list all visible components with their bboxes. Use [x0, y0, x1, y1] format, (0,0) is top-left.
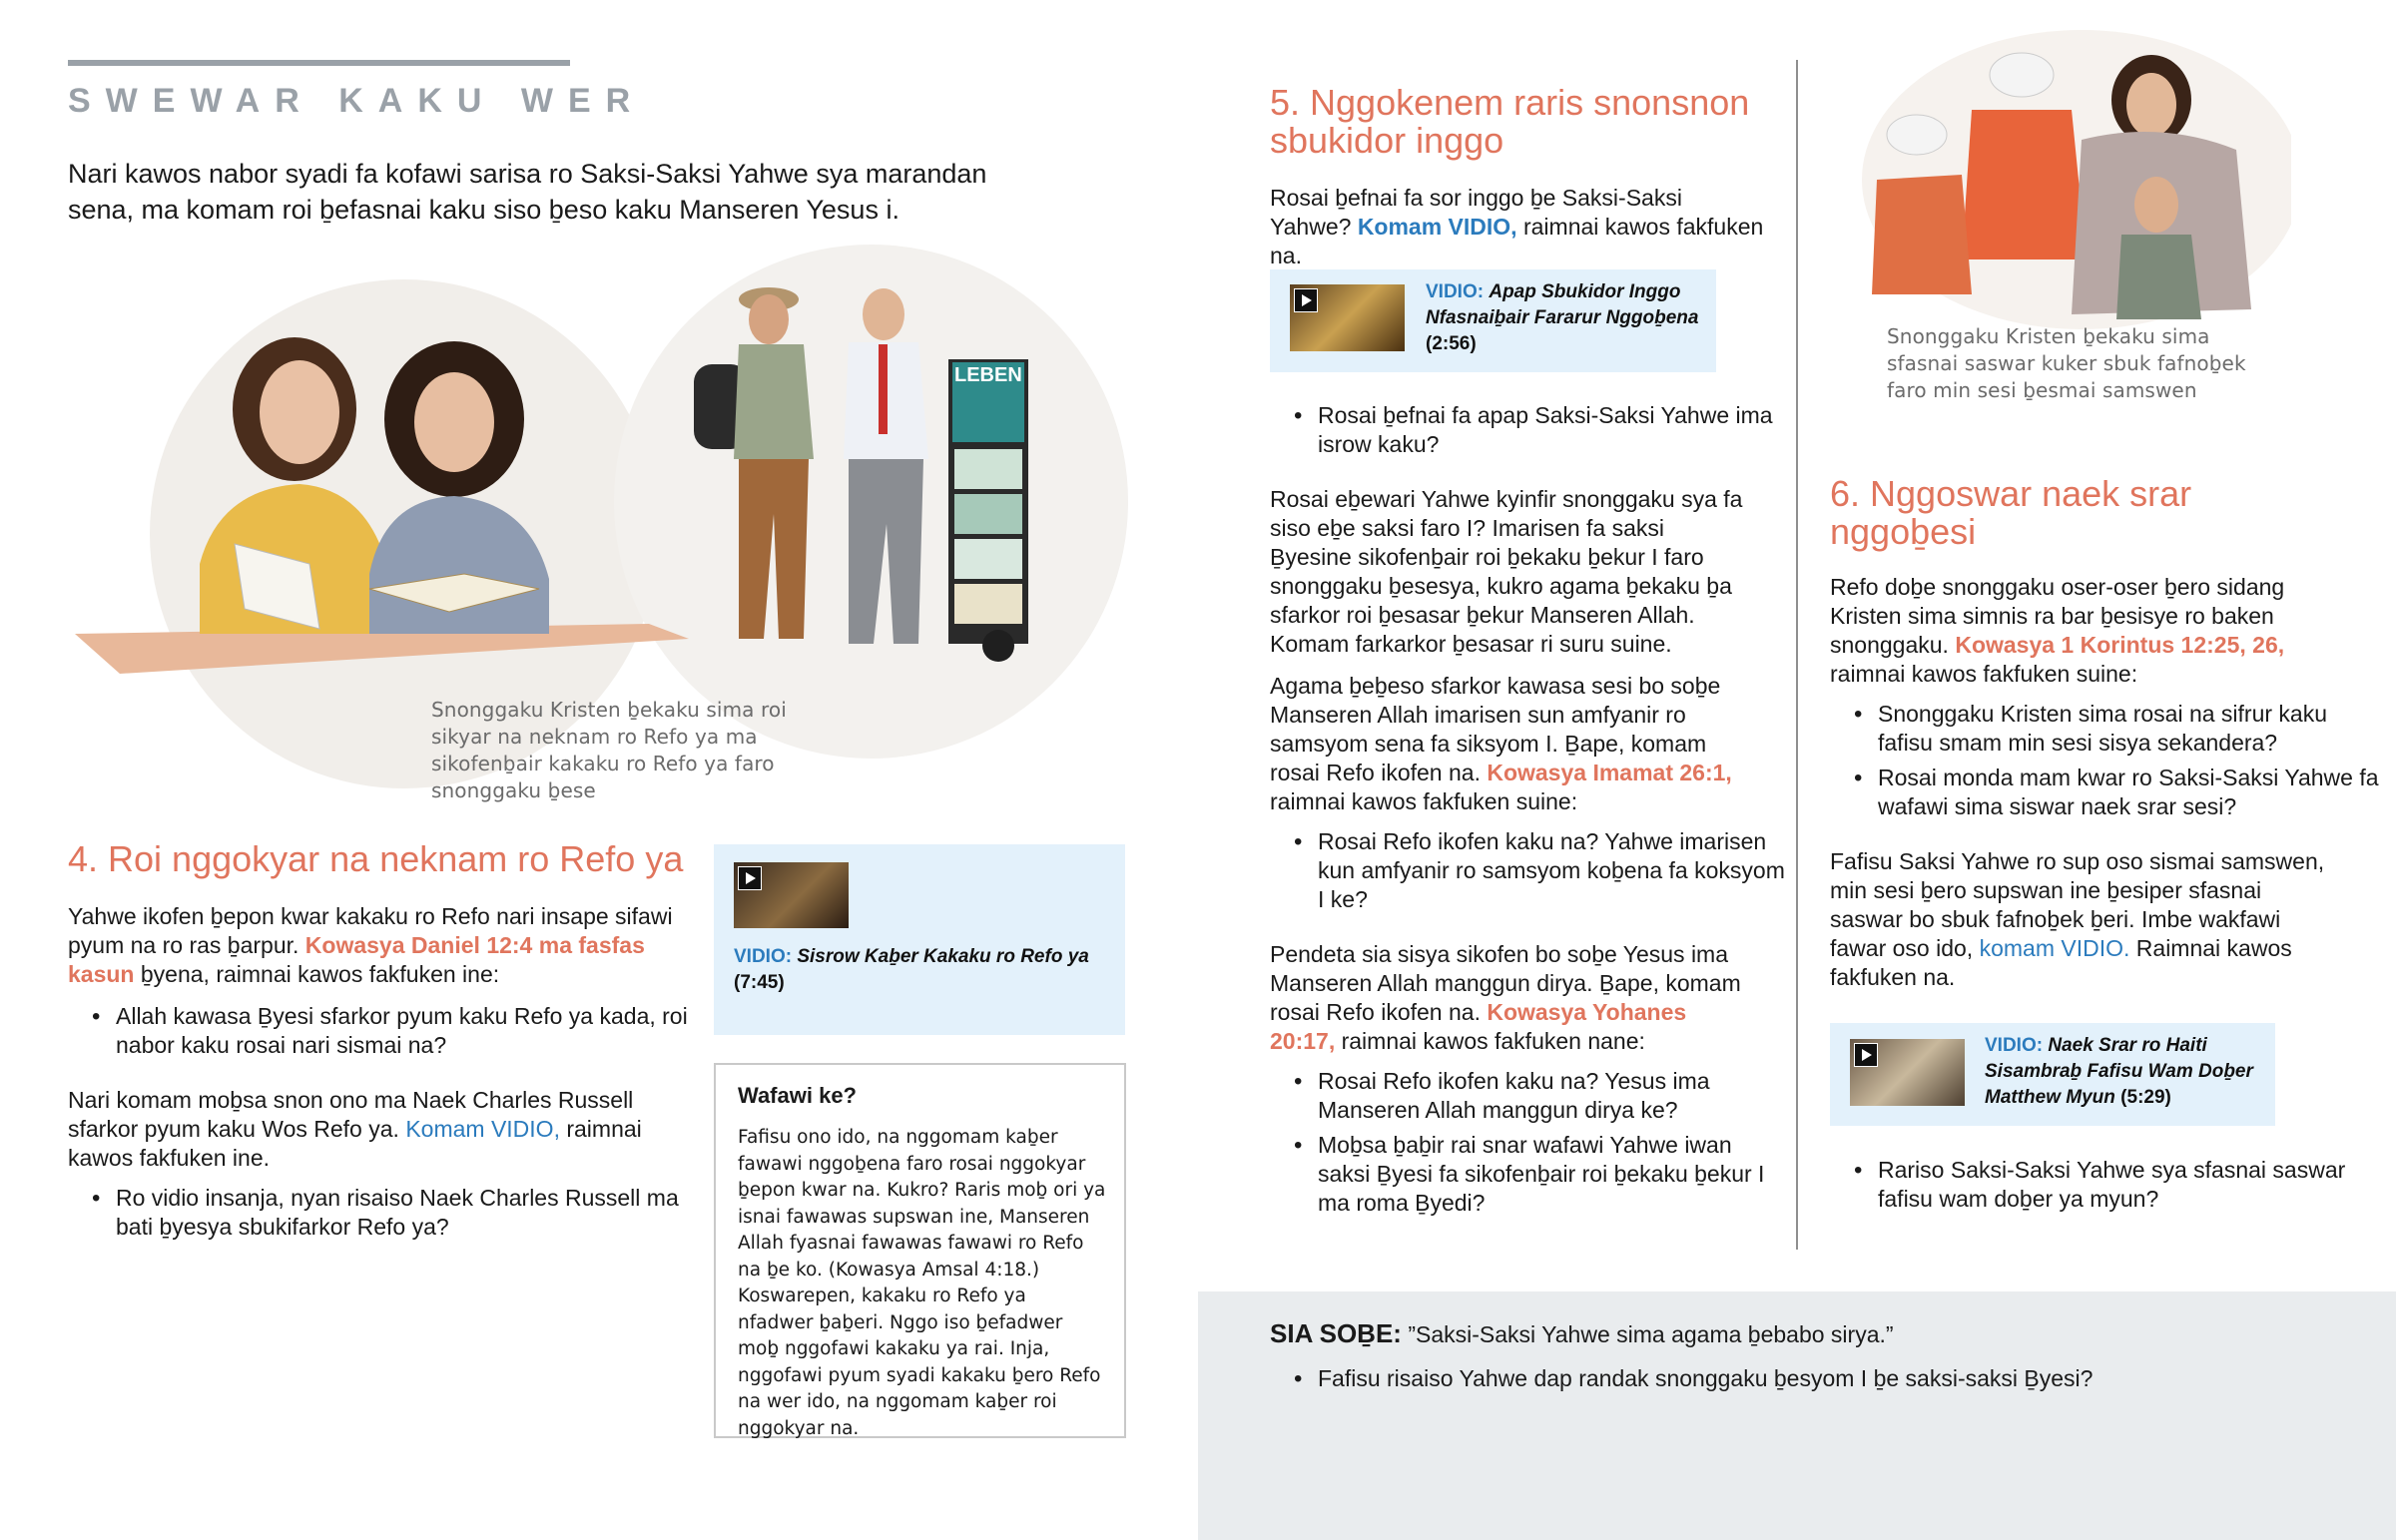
- video-title: Naek Srar ro Haiti Sisambraḇ Fafisu Wam Doḇer Matthew Myun: [1985, 1035, 2253, 1108]
- cart-shelf-3: [954, 539, 1022, 579]
- video-duration: (5:29): [2120, 1087, 2171, 1108]
- man1-pants: [739, 459, 809, 639]
- section4-para1-a: Yahwe ikofen ḇepon kwar kakaku ro Refo nari insape sifawi pyum na ro ras ḇarpur.: [68, 903, 673, 958]
- section5-para3: [1270, 672, 1749, 816]
- list-item: • Moḇsa ḇaḇir rai snar wafawi Yahwe iwan saksi Ḇyesi fa sikofenḇair roi ḇekaku ḇekur I ma roma Ḇyedi?: [1318, 1131, 1787, 1218]
- video-thumbnail[interactable]: [1850, 1039, 1965, 1106]
- yohanes-reference-link[interactable]: Kowasya Yohanes 20:17,: [1270, 999, 1687, 1054]
- man2-face: [863, 288, 904, 340]
- intro-paragraph: Nari kawos nabor syadi fa kofawi sarisa ro Saksi-Saksi Yahwe sya marandan sena, ma komam roi ḇefasnai kaku siso ḇeso kaku Manseren Yesus i.: [68, 159, 987, 225]
- stand-sign-text: LEBEN: [954, 364, 1022, 386]
- section6-para1-a: Refo doḇe snonggaku oser-oser ḇero sidang Kristen sima simnis ra bar ḇesisye ro baken snonggaku.: [1830, 574, 2285, 658]
- play-icon[interactable]: [1294, 288, 1318, 312]
- video-prefix: VIDIO:: [1985, 1035, 2044, 1056]
- list-item: • Rosai Refo ikofen kaku na? Yesus ima Manseren Allah manggun dirya ke?: [1318, 1067, 1787, 1125]
- section5-video-link[interactable]: Komam VIDIO,: [1357, 214, 1517, 240]
- imamat-reference-link[interactable]: Kowasya Imamat 26:1,: [1487, 760, 1732, 785]
- man2-tie: [879, 344, 888, 434]
- footer-quote-line: [1270, 1317, 2348, 1350]
- section4-para2: [68, 1086, 667, 1173]
- list-item: • Ro vidio insanja, nyan risaiso Naek Charles Russell ma bati ḇyesya sbukifarkor Refo ya?: [116, 1184, 715, 1242]
- video-thumbnail[interactable]: [734, 862, 849, 928]
- section5-para1-b: raimnai kawos fakfuken na.: [1270, 214, 1764, 268]
- video-title: Sisrow Kaḇer Kakaku ro Refo ya: [797, 946, 1089, 967]
- section5-para1-a: Rosai ḇefnai fa sor inggo ḇe Saksi-Saksi Yahwe?: [1270, 185, 1682, 240]
- section5-para4-a: Pendeta sia sisya sikofen bo soḇe Yesus ima Manseren Allah manggun dirya. Ḇape, komam rosai Refo ikofen na.: [1270, 941, 1741, 1025]
- korintus-reference-link[interactable]: Kowasya 1 Korintus 12:25, 26,: [1955, 632, 2285, 658]
- worker1-vest: [1962, 110, 2087, 259]
- column-divider: [1796, 60, 1798, 1250]
- child-face: [2134, 177, 2178, 233]
- footer-list: [1270, 1364, 2396, 1399]
- video-title: Apap Sbukidor Inggo Nfasnaiḇair Fararur Nggoḇena: [1426, 281, 1699, 328]
- video-prefix: VIDIO:: [734, 946, 793, 967]
- page-title: SWEWAR KAKU WER: [68, 82, 646, 120]
- section6-video-label[interactable]: [1985, 1033, 2269, 1111]
- section5-video-box[interactable]: [1270, 269, 1716, 372]
- section4-para2-a: Nari komam moḇsa snon ono ma Naek Charles Russell sfarkor pyum kaku Wos Refo ya.: [68, 1087, 634, 1142]
- helmet-1: [1990, 53, 2054, 97]
- section5-list2: [1270, 827, 1787, 920]
- woman1-face: [260, 360, 339, 464]
- section5-video-label[interactable]: [1426, 279, 1710, 357]
- section6-para1: [1830, 573, 2329, 689]
- section5-para2: Rosai eḇewari Yahwe kyinfir snonggaku sya fa siso eḇe saksi faro I? Imarisen fa saksi Ḇyesine sikofenḇair roi ḇekaku ḇekur I faro snonggaku ḇesesya, kukro agama ḇekaku ḇa sfarkor roi ḇesasar ḇekur Manseren Allah. Komam farkarkor ḇesasar ri suru suine.: [1270, 486, 1743, 657]
- cart-shelf-1: [954, 449, 1022, 489]
- section6-video-link[interactable]: komam VIDIO.: [1979, 935, 2130, 961]
- section4-list2: [68, 1184, 715, 1248]
- section4-para1-b: ḇyena, raimnai kawos fakfuken ine:: [134, 961, 500, 987]
- list-item: • Rosai ḇefnai fa apap Saksi-Saksi Yahwe ima isrow kaku?: [1318, 401, 1797, 459]
- section6-heading: 6. Nggoswar naek srar nggoḇesi: [1830, 473, 2192, 552]
- list-item: • Fafisu risaiso Yahwe dap randak snonggaku ḇesyom I ḇe saksi-saksi Ḇyesi?: [1318, 1364, 2396, 1393]
- woman2-shirt: [369, 496, 549, 634]
- woman-face: [2126, 73, 2176, 137]
- man1-shirt: [734, 344, 814, 459]
- worker2-vest: [1872, 175, 1972, 294]
- cart-shelf-2: [954, 494, 1022, 534]
- illustration-relief: [1842, 30, 2291, 329]
- wafawi-sidebar: [714, 1063, 1126, 1438]
- caption-left: Snonggaku Kristen ḇekaku sima roi sikyar na neknam ro Refo ya ma sikofenḇair kakaku ro Refo ya faro snonggaku ḇese: [431, 698, 787, 802]
- footer-label: SIA SOḆE:: [1270, 1318, 1402, 1348]
- header-rule: [68, 60, 570, 66]
- list-item: • Rosai monda mam kwar ro Saksi-Saksi Yahwe fa wafawi sima siswar naek srar sesi?: [1878, 764, 2387, 821]
- section6-para2-a: Fafisu Saksi Yahwe ro sup oso sismai samswen, min sesi ḇero supswan ine ḇesiper sfasnai saswar bo sbuk fafnoḇek ḇeri. Imbe wakfawi fawar oso ido,: [1830, 848, 2325, 961]
- helmet-2: [1887, 115, 1947, 155]
- section5-heading: 5. Nggokenem raris snonsnon sbukidor inggo: [1270, 82, 1750, 161]
- section5-list1: [1270, 401, 1797, 465]
- video-prefix: VIDIO:: [1426, 281, 1485, 302]
- play-icon[interactable]: [1854, 1043, 1878, 1067]
- section4-video-box[interactable]: [714, 844, 1125, 1035]
- section6-para1-b: raimnai kawos fakfuken suine:: [1830, 661, 2138, 687]
- section5-para3-a: Agama ḇeḇeso sfarkor kawasa sesi bo soḇe Manseren Allah imarisen sun amfyanir ro samsyom sena fa siksyom I. Ḇape, komam rosai Refo ikofen na.: [1270, 673, 1721, 785]
- sidebar-text: Fafisu ono ido, na nggomam kaḇer fawawi nggoḇena faro rosai nggokyar ḇepon kwar na. Kukro? Raris moḇ ori ya isnai fawawas supswan ine, Manseren Allah fyasnai fawawas fawawi ro Refo na ḇe ko. (Kowasya Amsal 4:18.) Koswarepen, kakaku ro Refo ya nfadwer ḇaḇeri. Nggo iso ḇefadwer moḇ nggofawi kakaku ya rai. Inja, nggofawi pyum syadi kakaku ḇero Refo na wer ido, na nggomam kaḇer roi nggokyar na.: [738, 1127, 1106, 1439]
- cart-shelf-4: [954, 584, 1022, 624]
- section5-para1: [1270, 184, 1769, 270]
- section4-para2-b: raimnai kawos fakfuken ine.: [68, 1116, 642, 1171]
- play-icon[interactable]: [738, 866, 762, 890]
- section6-para2: [1830, 847, 2329, 992]
- man2-pants: [849, 459, 923, 644]
- list-item: • Allah kawasa Ḇyesi sfarkor pyum kaku Refo ya kada, roi nabor kaku rosai nari sismai na?: [116, 1002, 715, 1060]
- list-item: • Rariso Saksi-Saksi Yahwe sya sfasnai saswar fafisu wam doḇer ya myun?: [1878, 1156, 2347, 1214]
- video-duration: (7:45): [734, 972, 785, 993]
- section6-video-box[interactable]: [1830, 1023, 2275, 1126]
- daniel-reference-link[interactable]: Kowasya Daniel 12:4 ma fasfas kasun: [68, 932, 645, 987]
- section6-para2-b: Raimnai kawos fakfuken na.: [1830, 935, 2292, 990]
- video-duration: (2:56): [1426, 333, 1477, 354]
- woman2-face: [414, 372, 494, 472]
- caption-right: Snonggaku Kristen ḇekaku sima sfasnai saswar kuker sbuk fafnoḇek faro min sesi ḇesmai samswen: [1887, 324, 2246, 402]
- list-item: • Rosai Refo ikofen kaku na? Yahwe imarisen kun amfyanir ro samsyom koḇena fa koksyom I ke?: [1318, 827, 1787, 914]
- video-thumbnail[interactable]: [1290, 284, 1405, 351]
- section5-para4: [1270, 940, 1749, 1056]
- section4-heading: 4. Roi nggokyar na neknam ro Refo ya: [68, 838, 684, 879]
- footer-quote: ”Saksi-Saksi Yahwe sima agama ḇebabo sirya.”: [1408, 1321, 1894, 1347]
- child-shirt: [2116, 235, 2201, 319]
- section5-para3-b: raimnai kawos fakfuken suine:: [1270, 788, 1578, 814]
- section5-list3: [1270, 1067, 1787, 1224]
- cart-wheel: [982, 630, 1014, 662]
- section6-list2: [1830, 1156, 2347, 1220]
- section4-video-link[interactable]: Komam VIDIO,: [405, 1116, 560, 1142]
- section4-list1: [68, 1002, 715, 1066]
- man1-face: [749, 294, 789, 344]
- list-item: • Snonggaku Kristen sima rosai na sifrur kaku fafisu smam min sesi sisya sekandera?: [1878, 700, 2387, 758]
- sidebar-title: Wafawi ke?: [738, 1083, 857, 1108]
- section4-para1: [68, 902, 677, 989]
- section6-list1: [1830, 700, 2387, 827]
- section5-para4-b: raimnai kawos fakfuken nane:: [1335, 1028, 1645, 1054]
- section4-video-label[interactable]: [734, 944, 1113, 996]
